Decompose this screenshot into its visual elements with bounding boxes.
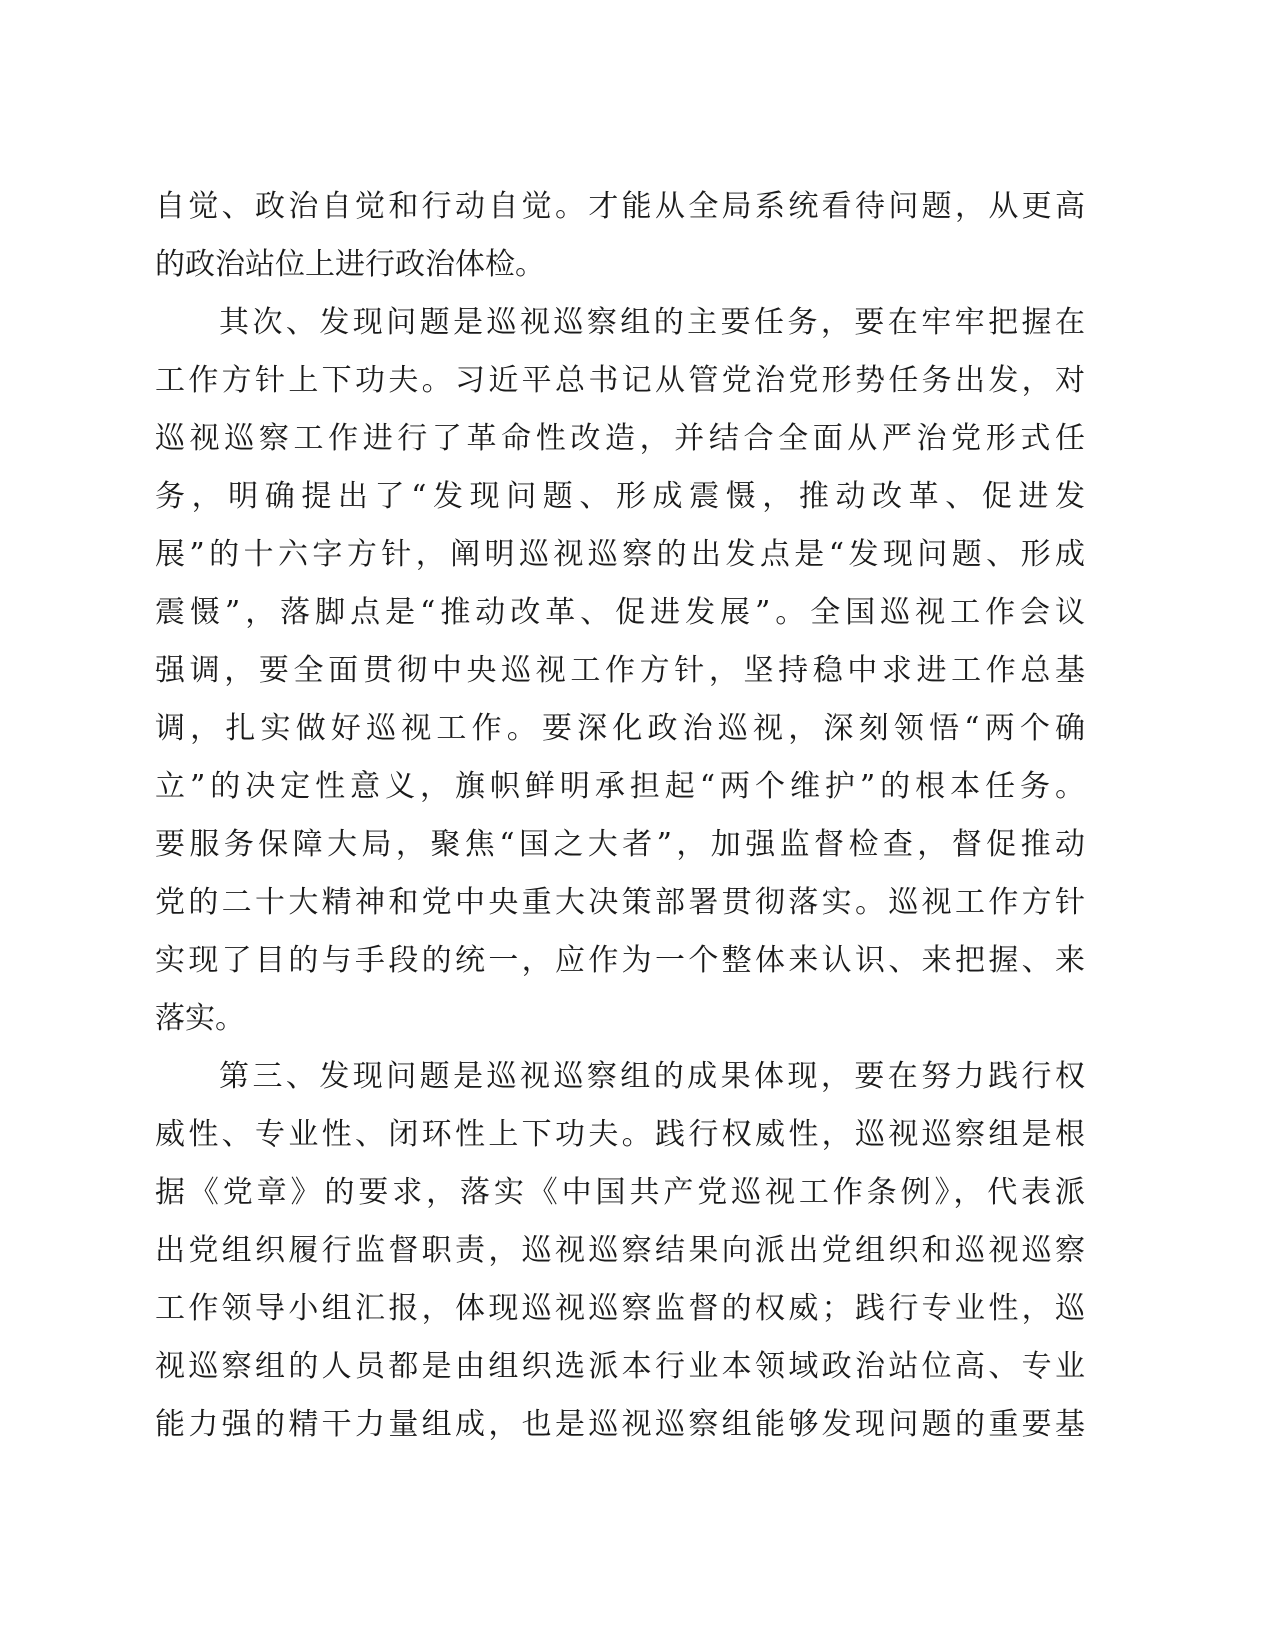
text-line: 巡视巡察工作进行了革命性改造，并结合全面从严治党形式任	[155, 421, 1085, 456]
paragraph-3	[155, 1048, 1085, 1454]
text-line: 视巡察组的人员都是由组织选派本行业本领域政治站位高、专业	[155, 1349, 1085, 1384]
text-line: 落实。	[155, 1001, 245, 1036]
text-line: 要服务保障大局，聚焦“国之大者”，加强监督检查，督促推动	[155, 827, 1085, 862]
text-line: 强调，要全面贯彻中央巡视工作方针，坚持稳中求进工作总基	[155, 653, 1085, 688]
text-line: 的政治站位上进行政治体检。	[155, 247, 545, 282]
text-line: 第三、发现问题是巡视巡察组的成果体现，要在努力践行权	[219, 1059, 1085, 1094]
text-line: 党的二十大精神和党中央重大决策部署贯彻落实。巡视工作方针	[155, 885, 1085, 920]
text-line: 调，扎实做好巡视工作。要深化政治巡视，深刻领悟“两个确	[155, 711, 1085, 746]
text-line: 能力强的精干力量组成，也是巡视巡察组能够发现问题的重要基	[155, 1407, 1085, 1442]
text-line: 工作领导小组汇报，体现巡视巡察监督的权威；践行专业性，巡	[155, 1291, 1085, 1326]
text-line: 据《党章》的要求，落实《中国共产党巡视工作条例》，代表派	[155, 1175, 1085, 1210]
text-line: 立”的决定性意义，旗帜鲜明承担起“两个维护”的根本任务。	[155, 769, 1085, 804]
text-line: 出党组织履行监督职责，巡视巡察结果向派出党组织和巡视巡察	[155, 1233, 1085, 1268]
paragraph-1	[155, 178, 1085, 294]
body-text	[155, 178, 1085, 1454]
text-line: 展”的十六字方针，阐明巡视巡察的出发点是“发现问题、形成	[155, 537, 1085, 572]
text-line: 威性、专业性、闭环性上下功夫。践行权威性，巡视巡察组是根	[155, 1117, 1085, 1152]
paragraph-2	[155, 294, 1085, 1048]
text-line: 工作方针上下功夫。习近平总书记从管党治党形势任务出发，对	[155, 363, 1085, 398]
text-line: 其次、发现问题是巡视巡察组的主要任务，要在牢牢把握在	[219, 305, 1085, 340]
text-line: 实现了目的与手段的统一，应作为一个整体来认识、来把握、来	[155, 943, 1085, 978]
text-line: 务，明确提出了“发现问题、形成震慑，推动改革、促进发	[155, 479, 1085, 514]
text-line: 自觉、政治自觉和行动自觉。才能从全局系统看待问题，从更高	[155, 189, 1085, 224]
text-line: 震慑”，落脚点是“推动改革、促进发展”。全国巡视工作会议	[155, 595, 1085, 630]
